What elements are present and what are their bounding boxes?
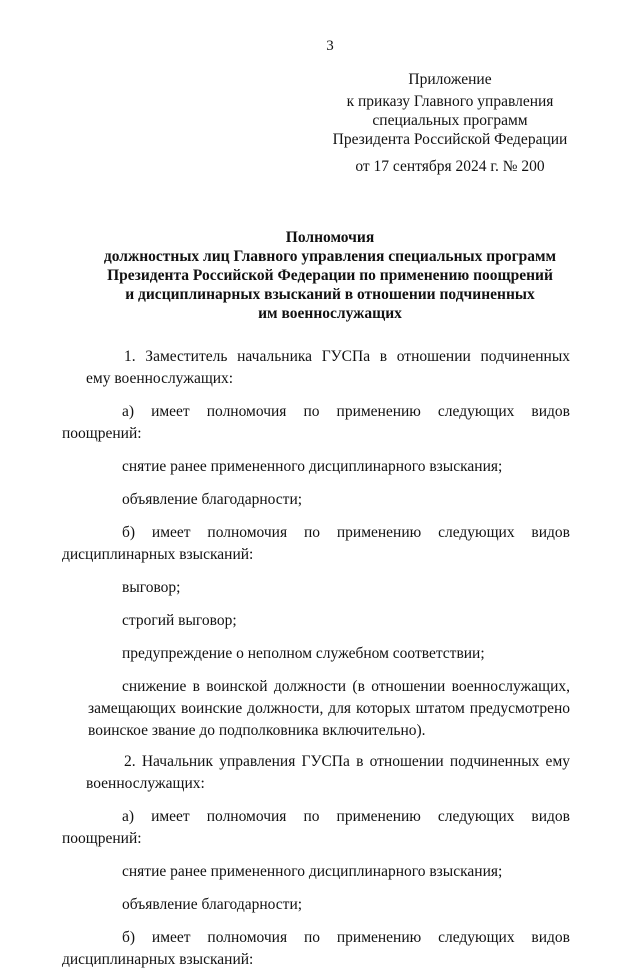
paragraph-1: 1. Заместитель начальника ГУСПа в отношении подчиненных xyxy=(124,348,570,365)
item-a-1: а) имеет полномочия по применению следующих видов xyxy=(122,403,570,420)
appendix-date: от 17 сентября 2024 г. № 200 xyxy=(355,158,545,175)
appendix-department-line: специальных программ xyxy=(372,112,528,129)
item-b-2-cont: дисциплинарных взысканий: xyxy=(62,951,254,968)
list-item-cont: воинское звание до подполковника включительно). xyxy=(88,722,426,739)
item-a-1-cont: поощрений: xyxy=(62,425,142,442)
list-item: выговор; xyxy=(122,579,181,596)
title-line: Президента Российской Федерации по применению поощрений xyxy=(107,267,553,284)
list-item: строгий выговор; xyxy=(122,612,237,629)
title-line: должностных лиц Главного управления специальных программ xyxy=(103,248,557,265)
appendix-label: Приложение xyxy=(408,71,492,88)
paragraph-2: 2. Начальник управления ГУСПа в отношении подчиненных ему xyxy=(124,753,570,770)
list-item: снятие ранее примененного дисциплинарного взыскания; xyxy=(122,458,503,475)
document-title xyxy=(60,228,600,323)
item-a-2-cont: поощрений: xyxy=(62,830,142,847)
document-body xyxy=(62,346,570,971)
appendix-order-line: к приказу Главного управления xyxy=(346,93,554,110)
list-item: снятие ранее примененного дисциплинарного взыскания; xyxy=(122,863,503,880)
paragraph-2-cont: военнослужащих: xyxy=(86,775,205,792)
list-item: объявление благодарности; xyxy=(122,896,303,913)
paragraph-1-cont: ему военнослужащих: xyxy=(86,370,234,387)
item-b-1: б) имеет полномочия по применению следующих видов xyxy=(122,524,570,541)
list-item: предупреждение о неполном служебном соответствии; xyxy=(122,645,485,662)
item-a-2: а) имеет полномочия по применению следующих видов xyxy=(122,808,570,825)
title-line: Полномочия xyxy=(285,229,375,246)
title-line: им военнослужащих xyxy=(258,305,402,322)
list-item: снижение в воинской должности (в отношении военнослужащих, xyxy=(122,678,570,695)
title-line: и дисциплинарных взысканий в отношении подчиненных xyxy=(125,286,535,303)
list-item-cont: замещающих воинские должности, для которых штатом предусмотрено xyxy=(88,700,570,717)
item-b-2: б) имеет полномочия по применению следующих видов xyxy=(122,929,570,946)
appendix-president-line: Президента Российской Федерации xyxy=(332,131,568,148)
appendix-header xyxy=(300,70,600,176)
list-item: объявление благодарности; xyxy=(122,491,303,508)
item-b-1-cont: дисциплинарных взысканий: xyxy=(62,546,254,563)
page-number: 3 xyxy=(326,38,334,54)
